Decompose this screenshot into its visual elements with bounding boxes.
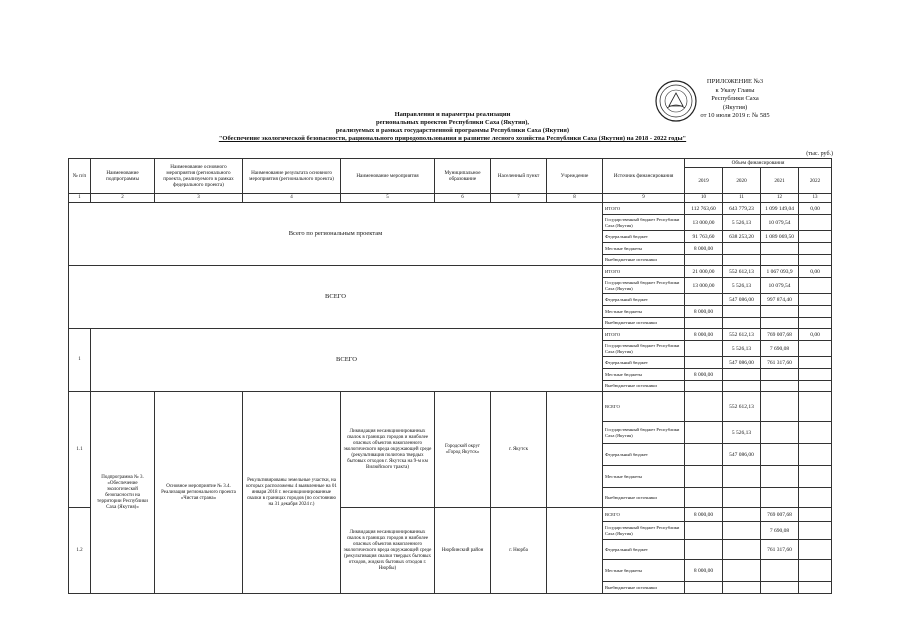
value: 552 612,13 <box>723 329 761 341</box>
value: 0,00 <box>799 266 832 278</box>
hdr-result: Наименование результата основного мероприятия (регионального проекта) <box>243 159 341 194</box>
colnum: 2 <box>91 194 155 203</box>
title-line1: Направления и параметры реализации <box>394 111 511 118</box>
column-numbers-row <box>69 194 832 203</box>
source-state: Государственный бюджет Республики Саха (Якутия) <box>603 215 685 231</box>
value <box>799 306 832 318</box>
value <box>799 255 832 266</box>
value: 5 526,13 <box>723 341 761 357</box>
row-no: 1.1 <box>69 392 91 508</box>
value: 8 000,00 <box>685 329 723 341</box>
municipality: Нюрбинский район <box>435 508 491 594</box>
units-label: (тыс. руб.) <box>806 151 833 157</box>
source-total: ВСЕГО <box>603 392 685 422</box>
source-local: Местные бюджеты <box>603 243 685 255</box>
value <box>685 582 723 594</box>
colnum: 12 <box>761 194 799 203</box>
value: 10 079,54 <box>761 278 799 294</box>
hdr-name: Наименование подпрограммы <box>91 159 155 194</box>
title-line2: региональных проектов Республики Саха (Якутия), <box>375 119 530 126</box>
source-off: Внебюджетные источники <box>603 381 685 392</box>
source-federal: Федеральный бюджет <box>603 294 685 306</box>
value: 112 763,60 <box>685 203 723 215</box>
header-row <box>69 159 832 168</box>
value <box>799 341 832 357</box>
value: 0,00 <box>799 329 832 341</box>
hdr-measure: Наименование мероприятия <box>341 159 435 194</box>
hdr-2021: 2021 <box>761 168 799 194</box>
document-title <box>0 111 905 143</box>
institution <box>547 508 603 594</box>
value <box>799 540 832 560</box>
value: 552 612,13 <box>723 266 761 278</box>
value: 13 000,00 <box>685 215 723 231</box>
value <box>685 294 723 306</box>
value <box>685 318 723 329</box>
settlement: г. Якутск <box>491 392 547 508</box>
value: 997 874,40 <box>761 294 799 306</box>
row-no: 1.2 <box>69 508 91 594</box>
value <box>685 255 723 266</box>
value: 5 526,13 <box>723 278 761 294</box>
value: 8 000,00 <box>685 560 723 582</box>
hdr-funding: Объем финансирования <box>685 159 832 168</box>
value <box>761 444 799 466</box>
value <box>761 466 799 488</box>
value: 1 067 093,9 <box>761 266 799 278</box>
colnum: 7 <box>491 194 547 203</box>
value <box>799 381 832 392</box>
value <box>723 306 761 318</box>
value <box>761 255 799 266</box>
value: 547 086,00 <box>723 444 761 466</box>
value <box>799 278 832 294</box>
block-1 <box>69 329 832 392</box>
source-total: ИТОГО <box>603 329 685 341</box>
institution <box>547 392 603 508</box>
value <box>723 369 761 381</box>
hdr-settlement: Населенный пункт <box>491 159 547 194</box>
source-federal: Федеральный бюджет <box>603 231 685 243</box>
hdr-mun: Муниципальное образование <box>435 159 491 194</box>
value <box>723 318 761 329</box>
value <box>799 444 832 466</box>
source-local: Местные бюджеты <box>603 369 685 381</box>
value <box>761 243 799 255</box>
value <box>799 215 832 231</box>
value <box>799 294 832 306</box>
source-local: Местные бюджеты <box>603 306 685 318</box>
colnum: 13 <box>799 194 832 203</box>
value <box>799 488 832 508</box>
source-off: Внебюджетные источники <box>603 488 685 508</box>
value <box>799 422 832 444</box>
value: 769 007,68 <box>761 329 799 341</box>
value <box>761 369 799 381</box>
value: 769 007,68 <box>761 508 799 522</box>
value: 638 253,20 <box>723 231 761 243</box>
colnum: 11 <box>723 194 761 203</box>
value: 7 690,08 <box>761 522 799 540</box>
value <box>761 560 799 582</box>
source-total: ИТОГО <box>603 203 685 215</box>
value <box>685 540 723 560</box>
title-line3: реализуемых в рамках государственной программы Республики Саха (Якутия) <box>335 127 570 134</box>
value <box>723 582 761 594</box>
value <box>723 381 761 392</box>
value: 13 000,00 <box>685 278 723 294</box>
value <box>761 582 799 594</box>
source-federal: Федеральный бюджет <box>603 357 685 369</box>
value: 761 317,60 <box>761 357 799 369</box>
value: 8 000,00 <box>685 243 723 255</box>
hdr-2020: 2020 <box>723 168 761 194</box>
projects-table <box>68 158 832 594</box>
hdr-event: Наименование основного мероприятия (регионального проекта, реализуемого в рамках федерального проекта) <box>155 159 243 194</box>
value: 761 317,60 <box>761 540 799 560</box>
hdr-source: Источник финансирования <box>603 159 685 194</box>
source-total: ВСЕГО <box>603 508 685 522</box>
value <box>799 392 832 422</box>
value <box>723 255 761 266</box>
source-state: Государственный бюджет Республики Саха (Якутия) <box>603 522 685 540</box>
value <box>799 582 832 594</box>
hdr-2022: 2022 <box>799 168 832 194</box>
value: 8 000,00 <box>685 508 723 522</box>
source-state: Государственный бюджет Республики Саха (Якутия) <box>603 341 685 357</box>
value: 5 526,13 <box>723 215 761 231</box>
colnum: 3 <box>155 194 243 203</box>
value: 1 099 149,04 <box>761 203 799 215</box>
value <box>799 508 832 522</box>
value <box>761 306 799 318</box>
value <box>761 318 799 329</box>
value <box>761 392 799 422</box>
source-off: Внебюджетные источники <box>603 582 685 594</box>
value <box>723 560 761 582</box>
value <box>723 508 761 522</box>
source-off: Внебюджетные источники <box>603 255 685 266</box>
hdr-2019: 2019 <box>685 168 723 194</box>
value <box>685 422 723 444</box>
value: 1 089 069,50 <box>761 231 799 243</box>
summary-row <box>69 266 832 278</box>
value: 5 526,13 <box>723 422 761 444</box>
value: 21 000,00 <box>685 266 723 278</box>
source-state: Государственный бюджет Республики Саха (Якутия) <box>603 278 685 294</box>
result-name: Рекультивированы земельные участки, на которых расположены 4 выявленные на 01 января 2018 г. несанкционированные свалки в границах городов (по состоянию на 31 декабря 2024 г.) <box>243 392 341 594</box>
summary-row <box>69 203 832 215</box>
row-no: 1 <box>69 329 91 392</box>
title-line4: "Обеспечение экологической безопасности, рационального природопользования и развитие лесного хозяйства Республики Саха (Якутия) на 2018 - 2022 годы" <box>218 135 687 142</box>
hdr-institution: Учреждение <box>547 159 603 194</box>
value: 0,00 <box>799 203 832 215</box>
value <box>799 357 832 369</box>
value <box>799 369 832 381</box>
value: 547 086,00 <box>723 294 761 306</box>
value <box>685 522 723 540</box>
row-1-1-total <box>69 392 832 422</box>
source-local: Местные бюджеты <box>603 560 685 582</box>
block-label: Всего по региональным проектам <box>69 203 603 266</box>
block-label: ВСЕГО <box>91 329 603 392</box>
value: 552 612,13 <box>723 392 761 422</box>
value <box>799 522 832 540</box>
value: 643 779,23 <box>723 203 761 215</box>
value <box>723 540 761 560</box>
source-federal: Федеральный бюджет <box>603 540 685 560</box>
colnum: 6 <box>435 194 491 203</box>
value: 7 690,08 <box>761 341 799 357</box>
block-label: ВСЕГО <box>69 266 603 329</box>
appendix-line3: Республики Саха (Якутия) <box>711 95 759 111</box>
value <box>685 341 723 357</box>
value: 91 763,60 <box>685 231 723 243</box>
event-name: Основное мероприятие № 3.4. Реализация регионального проекта «Чистая страна» <box>155 392 243 594</box>
value <box>685 392 723 422</box>
appendix-line2: к Указу Главы <box>715 86 755 94</box>
value <box>685 444 723 466</box>
value <box>685 466 723 488</box>
hdr-no: № п/п <box>69 159 91 194</box>
value <box>723 466 761 488</box>
value <box>761 381 799 392</box>
value <box>685 381 723 392</box>
value <box>723 243 761 255</box>
block-vsego <box>69 266 832 329</box>
source-federal: Федеральный бюджет <box>603 444 685 466</box>
value <box>761 488 799 508</box>
source-local: Местные бюджеты <box>603 466 685 488</box>
value <box>685 357 723 369</box>
value <box>723 488 761 508</box>
colnum: 9 <box>603 194 685 203</box>
subprogram-name: Подпрограмма № 3. «Обеспечение экологической безопасности на территории Республики Саха (Якутия)» <box>91 392 155 594</box>
appendix-line4: от 10 июля 2019 г. № 585 <box>700 112 770 119</box>
colnum: 1 <box>69 194 91 203</box>
value <box>799 243 832 255</box>
source-off: Внебюджетные источники <box>603 318 685 329</box>
measure-name: Ликвидация несанкционированных свалок в границах городов и наиболее опасных объектов накопленного экологического вреда окружающей среде (рекультивация свалки твердых бытовых отходов, жидких бытовых отходов г. Нюрбы) <box>341 508 435 594</box>
source-state: Государственный бюджет Республики Саха (Якутия) <box>603 422 685 444</box>
colnum: 8 <box>547 194 603 203</box>
colnum: 5 <box>341 194 435 203</box>
value: 547 086,00 <box>723 357 761 369</box>
colnum: 4 <box>243 194 341 203</box>
value <box>761 422 799 444</box>
block-all-projects <box>69 203 832 266</box>
value <box>799 560 832 582</box>
value <box>799 231 832 243</box>
value <box>723 522 761 540</box>
value <box>799 466 832 488</box>
measure-name: Ликвидация несанкционированных свалок в границах городов и наиболее опасных объектов накопленного экологического вреда окружающей среде (рекультивация полигона твердых бытовых отходов г. Якутска на 9-м км Вилюйского тракта) <box>341 392 435 508</box>
value: 10 079,54 <box>761 215 799 231</box>
municipality: Городской округ «Город Якутск» <box>435 392 491 508</box>
appendix-line1: ПРИЛОЖЕНИЕ №3 <box>706 78 764 85</box>
value: 8 000,00 <box>685 369 723 381</box>
summary-row <box>69 329 832 341</box>
value <box>799 318 832 329</box>
settlement: г. Нюрба <box>491 508 547 594</box>
source-total: ИТОГО <box>603 266 685 278</box>
colnum: 10 <box>685 194 723 203</box>
value <box>685 488 723 508</box>
value: 8 000,00 <box>685 306 723 318</box>
